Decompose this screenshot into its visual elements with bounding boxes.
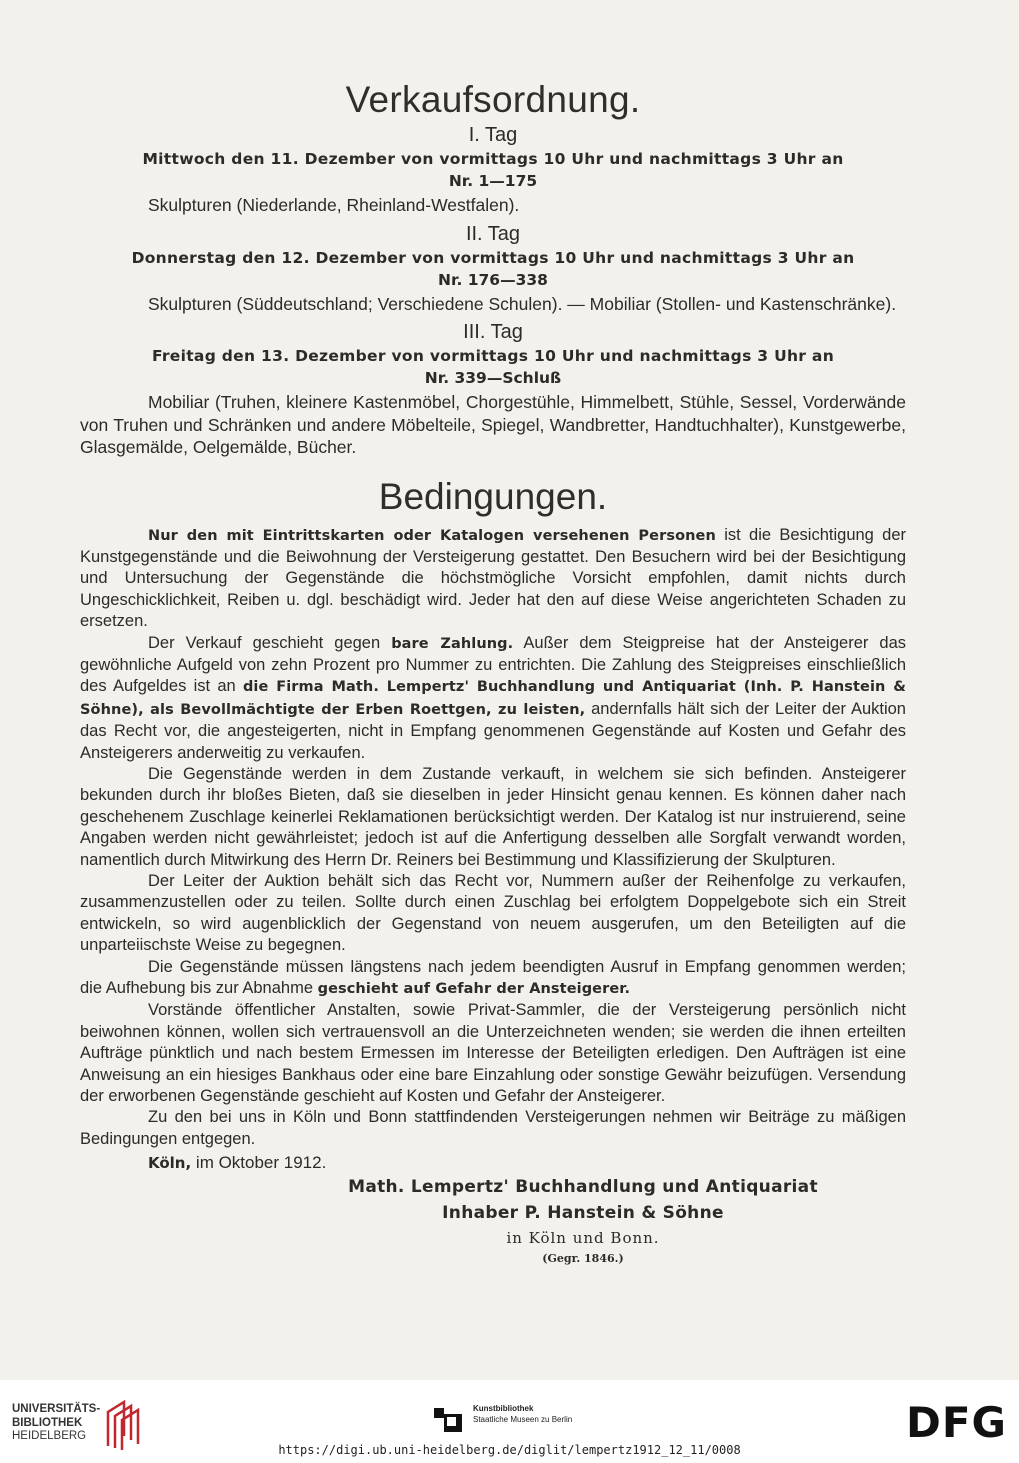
sale-day-2	[80, 221, 906, 316]
day-contents: Skulpturen (Niederlande, Rheinland-Westfalen).	[148, 195, 520, 215]
bold-phrase: die Firma Math. Lempertz' Buchhandlung und Antiquariat (Inh. P. Hanstein & Söhne), als Bevollmächtigte der Erben Roettgen, zu leisten,	[80, 679, 907, 718]
condition-paragraph	[80, 957, 906, 1001]
condition-paragraph: Die Gegenstände werden in dem Zustande verkauft, in welchem sie sich befinden. Ansteigerer bekunden durch ihr bloßes Bieten, daß sie dieselben in jeder Hinsicht genau kennen. Es können daher nach geschehenem Zuschlage keinerlei Reklamationen berücksichtigt werden. Der Katalog ist nur instruierend, seine Angaben werden nicht gewährleistet; jedoch ist auf die Anfertigung desselben alle Sorgfalt verwandt worden, namentlich durch Mitwirkung des Herrn Dr. Reiners bei Bestimmung und Klassifizierung der Skulpturen.	[80, 764, 906, 869]
condition-paragraph: Vorstände öffentlicher Anstalten, sowie Privat-Sammler, die der Versteigerung persönlich nicht beiwohnen können, wollen sich vertrauensvoll an die Unterzeichneten wenden; sie werden die ihnen erteilten Aufträge pünktlich und nach bestem Ermessen im Interesse der Beteiligten erledigen. Den Aufträgen ist eine Anweisung an ein hiesiges Bankhaus oder eine bare Einzahlung oder sonstige Gewähr beizufügen. Versendung der erworbenen Gegenstände geschieht auf Kosten und Gefahr der Ansteigerer.	[80, 1001, 906, 1106]
ub-heidelberg-wordmark	[12, 1403, 100, 1444]
date-text: im Oktober 1912.	[191, 1153, 327, 1173]
lot-range: Nr. 176—338	[438, 270, 548, 289]
lot-range: Nr. 1—175	[448, 172, 538, 190]
signature-founded: (Gegr. 1846.)	[542, 1252, 624, 1266]
place-date	[80, 1152, 906, 1174]
kunstbibliothek-logo-icon	[434, 1404, 464, 1434]
ub-line-2: BIBLIOTHEK	[12, 1416, 83, 1429]
condition-paragraph	[80, 633, 906, 764]
ub-line-3: HEIDELBERG	[12, 1430, 87, 1442]
lot-range: Nr. 339—Schluß	[424, 369, 562, 387]
paragraph-text: Der Verkauf geschieht gegen	[148, 633, 392, 652]
document-body	[80, 78, 906, 1268]
page-url[interactable]: https://digi.ub.uni-heidelberg.de/diglit/lempertz1912_12_11/0008	[278, 1443, 741, 1457]
signature-location: in Köln und Bonn.	[506, 1229, 660, 1248]
conditions-title: Bedingungen.	[378, 475, 608, 517]
paragraph-text: ist die Besichtigung der Kunstgegenstände und die Beiwohnung der Versteigerung gestattet. Den Besuchern wird bei der Besichtigung und Untersuchung der Gegenstände die höchstmögliche Vorsicht empfohlen, damit nichts durch Ungeschicklichkeit, Reiben u. dgl. beschädigt wird. Jeder hat den auf diese Weise angerichteten Schaden zu ersetzen.	[80, 525, 906, 631]
signature-owner: Inhaber P. Hanstein & Söhne	[442, 1203, 724, 1224]
day-contents: Skulpturen (Süddeutschland; Verschiedene Schulen). — Mobiliar (Stollen- und Kastenschränke).	[148, 293, 897, 314]
ub-line-1: UNIVERSITÄTS-	[12, 1403, 101, 1415]
condition-paragraph: Der Leiter der Auktion behält sich das Recht vor, Nummern außer der Reihenfolge zu verkaufen, zusammenzustellen oder zu teilen. Sollte durch einen Zuschlag bei erfolgtem Doppelgebote sich ein Streit entwickeln, so wird augenblicklich der Gegenstand von neuem ausgerufen, um den Beteiligten auf die unparteiischste Weise zu begegnen.	[80, 872, 906, 955]
signature-firm: Math. Lempertz' Buchhandlung und Antiquariat	[348, 1177, 818, 1198]
condition-paragraph	[80, 525, 906, 633]
day-date-line: Freitag den 13. Dezember von vormittags 10 Uhr und nachmittags 3 Uhr an	[151, 347, 835, 365]
bold-lead: Nur den mit Eintrittskarten oder Katalogen versehenen Personen	[148, 527, 716, 544]
bold-phrase: bare Zahlung.	[391, 635, 514, 652]
day-date-line: Donnerstag den 12. Dezember von vormittags 10 Uhr und nachmittags 3 Uhr an	[131, 248, 855, 267]
day-label: I. Tag	[468, 124, 518, 146]
signature-block	[80, 1174, 906, 1268]
page-title: Verkaufsordnung.	[345, 79, 641, 120]
kunstbibliothek-label	[473, 1403, 572, 1425]
day-contents: Mobiliar (Truhen, kleinere Kastenmöbel, Chorgestühle, Himmelbett, Stühle, Sessel, Vorderwände von Truhen und Schränken und andere Möbelteile, Spiegel, Wandbretter, Handtuchhalter), Kunstgewerbe, Glasgemälde, Oelgemälde, Bücher.	[80, 392, 906, 457]
day-date-line: Mittwoch den 11. Dezember von vormittags 10 Uhr und nachmittags 3 Uhr an	[142, 150, 844, 168]
bold-phrase: geschieht auf Gefahr der Ansteigerer.	[317, 981, 631, 998]
paragraph-text: Außer dem Steigpreise hat der Ansteigerer das gewöhnliche Aufgeld von zehn Prozent pro Nummer zu entrichten. Die Zahlung des Steigpreises einschließlich des Aufgeldes ist an	[80, 633, 906, 696]
paragraph-text: andernfalls hält sich der Leiter der Auktion das Recht vor, die angesteigerten, nicht in Empfang genommenen Gegenstände auf Kosten und Gefahr des Ansteigerers anderweitig zu verkaufen.	[80, 699, 906, 762]
day-label: II. Tag	[465, 222, 521, 245]
condition-paragraph: Zu den bei uns in Köln und Bonn stattfindenden Versteigerungen nehmen wir Beiträge zu mäßigen Bedingungen entgegen.	[80, 1108, 906, 1148]
kb-line-1: Kunstbibliothek	[473, 1404, 534, 1413]
sale-day-1	[80, 122, 906, 217]
dfg-logo: DFG	[906, 1398, 1008, 1447]
paragraph-text: Die Gegenstände müssen längstens nach jedem beendigten Ausruf in Empfang genommen werden; die Aufhebung bis zur Abnahme	[80, 957, 906, 998]
place-city: Köln,	[148, 1154, 192, 1173]
day-label: III. Tag	[463, 321, 523, 343]
sale-day-3	[80, 319, 906, 459]
kb-line-2: Staatliche Museen zu Berlin	[473, 1415, 573, 1424]
